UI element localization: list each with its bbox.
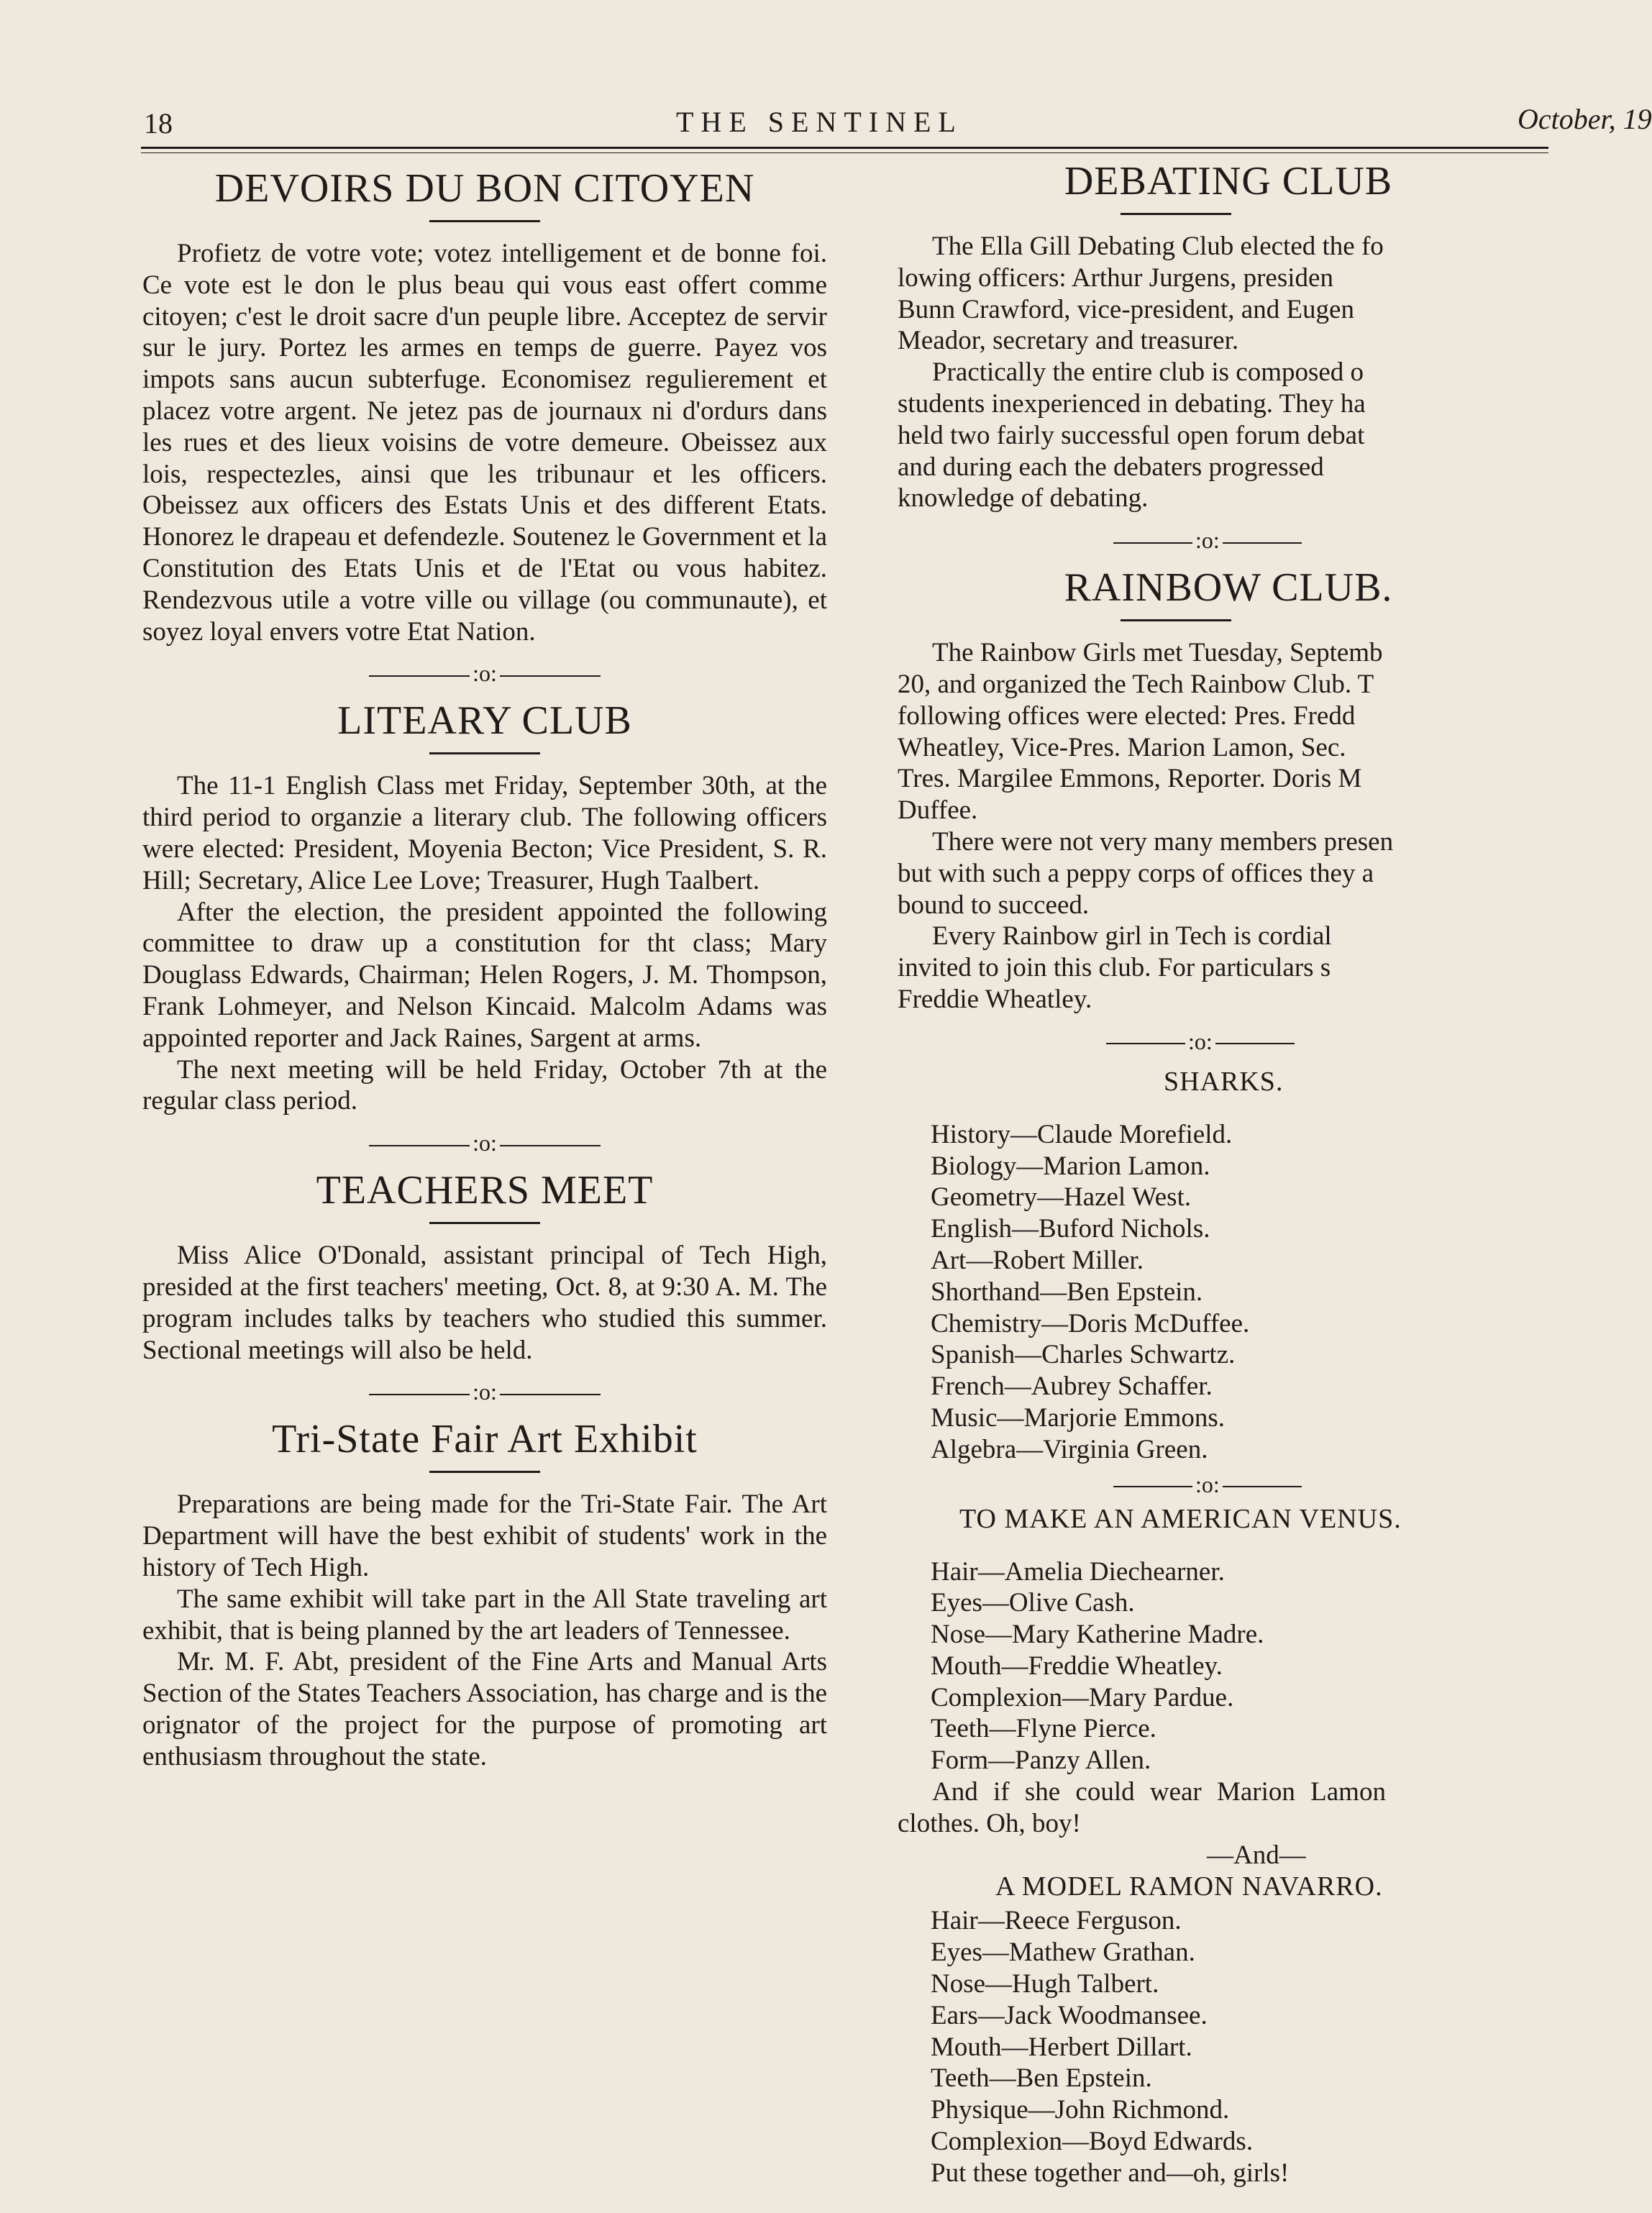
list-item: English—Buford Nichols. [931, 1214, 1210, 1244]
text-line: Practically the entire club is composed o [932, 357, 1364, 388]
list-item: Geometry—Hazel West. [931, 1182, 1192, 1213]
text-line: knowledge of debating. [898, 483, 1149, 514]
article-title-literary: LITEARY CLUB [337, 698, 632, 744]
article-body-teachers: Miss Alice O'Donald, assistant principal of Tech High, presided at the first teachers' meeting, Oct. 8, at 9:30 A. M. The program includes talks by teachers who studied this summer. Sectional meetings will also be held. [142, 1241, 827, 1365]
article-title-sharks: SHARKS. [1164, 1066, 1284, 1097]
text-line: The Rainbow Girls met Tuesday, Septemb [932, 638, 1383, 668]
list-item: Teeth—Flyne Pierce. [931, 1714, 1156, 1744]
list-item: Nose—Hugh Talbert. [931, 1969, 1159, 1999]
list-item: Hair—Amelia Diechearner. [931, 1556, 1225, 1587]
article-body-rainbow [898, 637, 1559, 1016]
list-item: Spanish—Charles Schwartz. [931, 1340, 1236, 1370]
list-item: Mouth—Herbert Dillart. [931, 2032, 1192, 2062]
list-item: Biology—Marion Lamon. [931, 1151, 1210, 1181]
list-item: Algebra—Virginia Green. [931, 1434, 1208, 1464]
article-body-debating [898, 231, 1559, 514]
title-rule [429, 752, 540, 754]
venus-closing-line: And if she could wear Marion Lamon [932, 1777, 1386, 1807]
text-line: Bunn Crawford, vice-president, and Eugen [898, 294, 1354, 324]
navarro-list [898, 1905, 1559, 2189]
list-item: Teeth—Ben Epstein. [931, 2063, 1152, 2094]
article-title-venus: TO MAKE AN AMERICAN VENUS. [959, 1503, 1402, 1534]
text-line: and during each the debaters progressed [898, 452, 1324, 482]
list-item: Hair—Reece Ferguson. [931, 1906, 1182, 1936]
text-line: Every Rainbow girl in Tech is cordial [932, 921, 1332, 952]
text-line: held two fairly successful open forum debat [898, 420, 1365, 450]
section-separator: :o: [142, 1377, 827, 1406]
list-item: Chemistry—Doris McDuffee. [931, 1308, 1250, 1338]
article-title-devoirs: DEVOIRS DU BON CITOYEN [214, 166, 755, 211]
text-line: lowing officers: Arthur Jurgens, presiden [898, 263, 1333, 293]
article-title-navarro: A MODEL RAMON NAVARRO. [995, 1871, 1383, 1902]
title-rule [429, 1222, 540, 1224]
list-item: Ears—Jack Woodmansee. [931, 2000, 1208, 2030]
header-rule-thin [141, 152, 1548, 153]
article-title-fair: Tri-State Fair Art Exhibit [272, 1417, 698, 1462]
text-line: Freddie Wheatley. [898, 984, 1092, 1014]
article-body-literary-3: The next meeting will be held Friday, October 7th at the regular class period. [142, 1054, 827, 1116]
section-separator: :o: [142, 659, 827, 688]
venus-list [898, 1556, 1559, 1777]
list-item: Put these together and—oh, girls! [931, 2158, 1290, 2188]
right-column [898, 158, 1559, 2189]
list-item: Eyes—Olive Cash. [931, 1588, 1135, 1618]
section-separator: :o: [898, 1470, 1559, 1499]
left-column [142, 165, 827, 1772]
text-line: but with such a peppy corps of offices they a [898, 858, 1374, 888]
sharks-list [898, 1119, 1559, 1466]
list-item: Physique—John Richmond. [931, 2095, 1230, 2125]
list-item: Eyes—Mathew Grathan. [931, 1938, 1195, 1968]
page-header [144, 102, 1652, 145]
venus-closing-line: clothes. Oh, boy! [898, 1808, 1081, 1838]
list-item: Art—Robert Miller. [931, 1245, 1144, 1275]
article-body-fair-3: Mr. M. F. Abt, president of the Fine Arts and Manual Arts Section of the States Teachers Association, has charge and is the orignator of the project for the purpose of promoting art enthusiasm throughout the state. [142, 1647, 827, 1771]
article-body-literary-1: The 11-1 English Class met Friday, September 30th, at the third period to organzie a literary club. The following officers were elected: President, Moyenia Becton; Vice President, S. R. Hill; Secretary, Alice Lee Love; Treasurer, Hugh Taalbert. [142, 771, 827, 895]
text-line: Tres. Margilee Emmons, Reporter. Doris M [898, 764, 1362, 794]
issue-date: October, 19 [1518, 103, 1652, 135]
text-line: students inexperienced in debating. They ha [898, 388, 1366, 419]
title-rule [1121, 213, 1231, 215]
text-line: Meador, secretary and treasurer. [898, 326, 1239, 356]
text-line: invited to join this club. For particulars s [898, 953, 1331, 983]
list-item: Complexion—Mary Pardue. [931, 1682, 1234, 1712]
list-item: Form—Panzy Allen. [931, 1746, 1151, 1776]
text-line: Wheatley, Vice-Pres. Marion Lamon, Sec. [898, 732, 1346, 762]
article-title-rainbow: RAINBOW CLUB. [1064, 565, 1393, 611]
list-item: French—Aubrey Schaffer. [931, 1372, 1213, 1402]
page-number: 18 [144, 107, 173, 140]
text-line: The Ella Gill Debating Club elected the fo [932, 232, 1384, 261]
text-line: There were not very many members presen [932, 826, 1394, 857]
text-line: Duffee. [898, 795, 978, 826]
list-item: Mouth—Freddie Wheatley. [931, 1651, 1223, 1681]
article-title-debating: DEBATING CLUB [1064, 159, 1393, 204]
section-separator: :o: [142, 1128, 827, 1157]
title-rule [429, 1471, 540, 1473]
text-line: following offices were elected: Pres. Fredd [898, 701, 1356, 731]
text-line: bound to succeed. [898, 890, 1090, 920]
list-item: Nose—Mary Katherine Madre. [931, 1620, 1264, 1650]
article-body-devoirs: Profietz de votre vote; votez intelligement et de bonne foi. Ce vote est le don le plus beau qui vous east offert comme citoyen; c'est le droit sacre d'un peuple libre. Acceptez de servir sur le jury. Portez les armes en temps de guerre. Payez vos impots sans aucun subterfuge. Economisez regulierement et placez votre argent. Ne jetez pas de journaux ni d'ordurs dans les rues et des lieux voisins de votre demeure. Obeissez aux lois, respectezles, ainsi que les tribunaur et les officers. Obeissez aux officers des Estats Unis et des different Etats. Honorez le drapeau et defendezle. Soutenez le Government et la Constitution des Etats Unis et de l'Etat ou vous habitez. Rendezvous utile a votre ville ou village (ou communaute), et soyez loyal envers votre Etat Nation. [142, 239, 827, 647]
article-body-literary-2: After the election, the president appointed the following committee to draw up a constitution for tht class; Mary Douglass Edwards, Chairman; Helen Rogers, J. M. Thompson, Frank Lohmeyer, and Nelson Kincaid. Malcolm Adams was appointed reporter and Jack Raines, Sargent at arms. [142, 897, 827, 1053]
title-rule [429, 220, 540, 222]
article-body-fair-1: Preparations are being made for the Tri-State Fair. The Art Department will have the best exhibit of students' work in the history of Tech High. [142, 1489, 827, 1582]
section-separator: :o: [898, 1027, 1559, 1056]
article-body-fair-2: The same exhibit will take part in the All State traveling art exhibit, that is being planned by the art leaders of Tennessee. [142, 1584, 827, 1646]
and-divider: —And— [1207, 1840, 1306, 1870]
list-item: Shorthand—Ben Epstein. [931, 1277, 1203, 1307]
list-item: Complexion—Boyd Edwards. [931, 2127, 1254, 2157]
list-item: History—Claude Morefield. [931, 1119, 1233, 1149]
header-rule [141, 147, 1548, 149]
section-separator: :o: [898, 526, 1559, 555]
article-title-teachers: TEACHERS MEET [316, 1168, 654, 1213]
title-rule [1121, 619, 1231, 621]
text-line: 20, and organized the Tech Rainbow Club. T [898, 669, 1374, 699]
list-item: Music—Marjorie Emmons. [931, 1402, 1226, 1433]
publication-title: THE SENTINEL [676, 106, 963, 138]
